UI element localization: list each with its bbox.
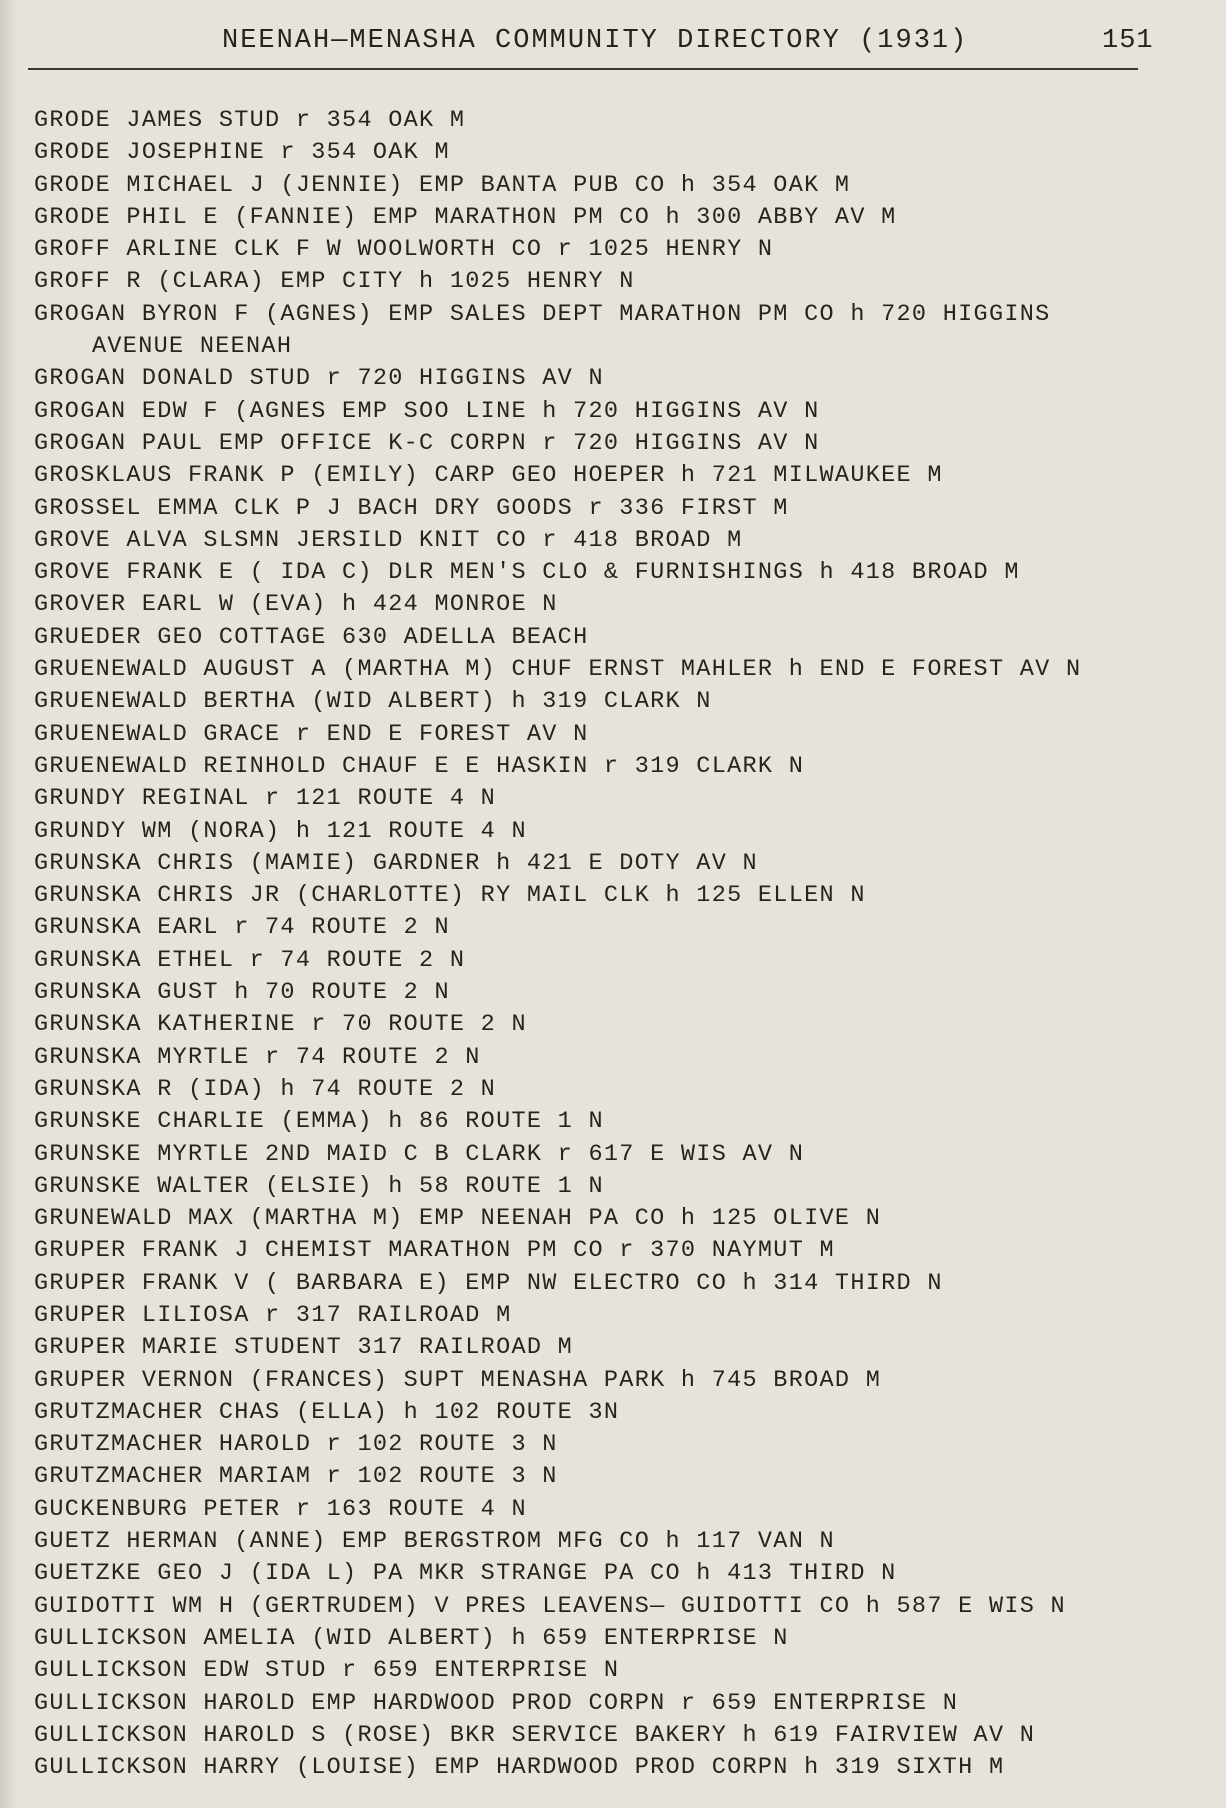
directory-entry: GRODE JOSEPHINE r 354 OAK M xyxy=(34,139,450,167)
directory-entry: GROGAN DONALD STUD r 720 HIGGINS AV N xyxy=(34,365,604,393)
directory-entry: GROVE FRANK E ( IDA C) DLR MEN'S CLO & FURNISHINGS h 418 BROAD M xyxy=(34,559,1020,587)
directory-entry: GRUNSKA R (IDA) h 74 ROUTE 2 N xyxy=(34,1075,497,1103)
directory-entry: GRUENEWALD AUGUST A (MARTHA M) CHUF ERNST MAHLER h END E FOREST AV N xyxy=(34,656,1082,684)
directory-entry: GRUPER FRANK J CHEMIST MARATHON PM CO r 370 NAYMUT M xyxy=(34,1237,835,1265)
directory-entry: GROGAN PAUL EMP OFFICE K-C CORPN r 720 HIGGINS AV N xyxy=(34,429,820,457)
directory-entry: GUCKENBURG PETER r 163 ROUTE 4 N xyxy=(34,1495,527,1523)
directory-entry: GULLICKSON EDW STUD r 659 ENTERPRISE N xyxy=(34,1657,620,1685)
directory-entry: GRUNSKA GUST h 70 ROUTE 2 N xyxy=(34,979,450,1007)
directory-entry: GRUNSKE MYRTLE 2ND MAID C B CLARK r 617 E WIS AV N xyxy=(34,1140,805,1168)
directory-entry: GROFF ARLINE CLK F W WOOLWORTH CO r 1025 HENRY N xyxy=(34,236,774,264)
directory-entry: GRUTZMACHER CHAS (ELLA) h 102 ROUTE 3N xyxy=(34,1398,620,1426)
directory-entry: GULLICKSON HARRY (LOUISE) EMP HARDWOOD PROD CORPN h 319 SIXTH M xyxy=(34,1754,1005,1782)
directory-entry: GRUNSKA MYRTLE r 74 ROUTE 2 N xyxy=(34,1043,481,1071)
page-number: 151 xyxy=(1102,26,1154,56)
directory-entry: GUETZKE GEO J (IDA L) PA MKR STRANGE PA CO h 413 THIRD N xyxy=(34,1560,897,1588)
directory-entry: GRUTZMACHER HAROLD r 102 ROUTE 3 N xyxy=(34,1431,558,1459)
directory-entry: GROGAN BYRON F (AGNES) EMP SALES DEPT MARATHON PM CO h 720 HIGGINS xyxy=(34,300,1051,328)
directory-entry: GRUENEWALD BERTHA (WID ALBERT) h 319 CLARK N xyxy=(34,688,712,716)
directory-entry: GRUNDY REGINAL r 121 ROUTE 4 N xyxy=(34,785,497,813)
directory-entry: GRUNSKA EARL r 74 ROUTE 2 N xyxy=(34,914,450,942)
directory-entry: GUIDOTTI WM H (GERTRUDEM) V PRES LEAVENS— GUIDOTTI CO h 587 E WIS N xyxy=(34,1592,1066,1620)
directory-entry: GULLICKSON HAROLD EMP HARDWOOD PROD CORPN r 659 ENTERPRISE N xyxy=(34,1689,959,1717)
directory-entry: GRODE JAMES STUD r 354 OAK M xyxy=(34,107,466,134)
directory-entry: GRUNDY WM (NORA) h 121 ROUTE 4 N xyxy=(34,817,527,845)
directory-entry: GROGAN EDW F (AGNES EMP SOO LINE h 720 HIGGINS AV N xyxy=(34,397,820,425)
directory-entries xyxy=(34,105,1214,1784)
directory-entry: GRUENEWALD GRACE r END E FOREST AV N xyxy=(34,720,589,748)
directory-entry: GRUNEWALD MAX (MARTHA M) EMP NEENAH PA CO h 125 OLIVE N xyxy=(34,1205,882,1233)
directory-entry-continuation: AVENUE NEENAH xyxy=(92,333,293,361)
directory-entry: GRUNSKA KATHERINE r 70 ROUTE 2 N xyxy=(34,1011,527,1039)
directory-entry: GRUNSKE WALTER (ELSIE) h 58 ROUTE 1 N xyxy=(34,1172,604,1200)
binding-shadow xyxy=(0,0,18,1808)
directory-entry: GRUTZMACHER MARIAM r 102 ROUTE 3 N xyxy=(34,1463,558,1491)
directory-entry: GRUPER VERNON (FRANCES) SUPT MENASHA PARK h 745 BROAD M xyxy=(34,1366,882,1394)
directory-entry: GRUNSKE CHARLIE (EMMA) h 86 ROUTE 1 N xyxy=(34,1108,604,1136)
directory-entry: GRUPER MARIE STUDENT 317 RAILROAD M xyxy=(34,1334,574,1362)
directory-entry: GRUPER FRANK V ( BARBARA E) EMP NW ELECTRO CO h 314 THIRD N xyxy=(34,1269,943,1297)
page-title: NEENAH—MENASHA COMMUNITY DIRECTORY (1931) xyxy=(222,26,969,56)
directory-entry: GRUPER LILIOSA r 317 RAILROAD M xyxy=(34,1301,512,1329)
directory-entry: GROSKLAUS FRANK P (EMILY) CARP GEO HOEPER h 721 MILWAUKEE M xyxy=(34,462,943,490)
directory-entry: GRUNSKA CHRIS (MAMIE) GARDNER h 421 E DOTY AV N xyxy=(34,849,758,877)
directory-entry: GULLICKSON HAROLD S (ROSE) BKR SERVICE BAKERY h 619 FAIRVIEW AV N xyxy=(34,1721,1036,1749)
directory-entry: GULLICKSON AMELIA (WID ALBERT) h 659 ENTERPRISE N xyxy=(34,1624,789,1652)
directory-entry: GRUEDER GEO COTTAGE 630 ADELLA BEACH xyxy=(34,623,589,651)
directory-entry: GRODE MICHAEL J (JENNIE) EMP BANTA PUB CO h 354 OAK M xyxy=(34,171,851,199)
directory-entry: GROVE ALVA SLSMN JERSILD KNIT CO r 418 BROAD M xyxy=(34,526,743,554)
directory-entry: GRUNSKA ETHEL r 74 ROUTE 2 N xyxy=(34,946,466,974)
directory-entry: GRODE PHIL E (FANNIE) EMP MARATHON PM CO h 300 ABBY AV M xyxy=(34,203,897,231)
directory-entry: GRUENEWALD REINHOLD CHAUF E E HASKIN r 319 CLARK N xyxy=(34,752,805,780)
page-header xyxy=(0,26,1226,66)
header-rule xyxy=(28,68,1138,70)
directory-entry: GROSSEL EMMA CLK P J BACH DRY GOODS r 336 FIRST M xyxy=(34,494,789,522)
directory-entry: GUETZ HERMAN (ANNE) EMP BERGSTROM MFG CO h 117 VAN N xyxy=(34,1528,835,1556)
directory-entry: GROVER EARL W (EVA) h 424 MONROE N xyxy=(34,591,558,619)
directory-entry: GRUNSKA CHRIS JR (CHARLOTTE) RY MAIL CLK h 125 ELLEN N xyxy=(34,882,866,910)
directory-entry: GROFF R (CLARA) EMP CITY h 1025 HENRY N xyxy=(34,268,635,296)
